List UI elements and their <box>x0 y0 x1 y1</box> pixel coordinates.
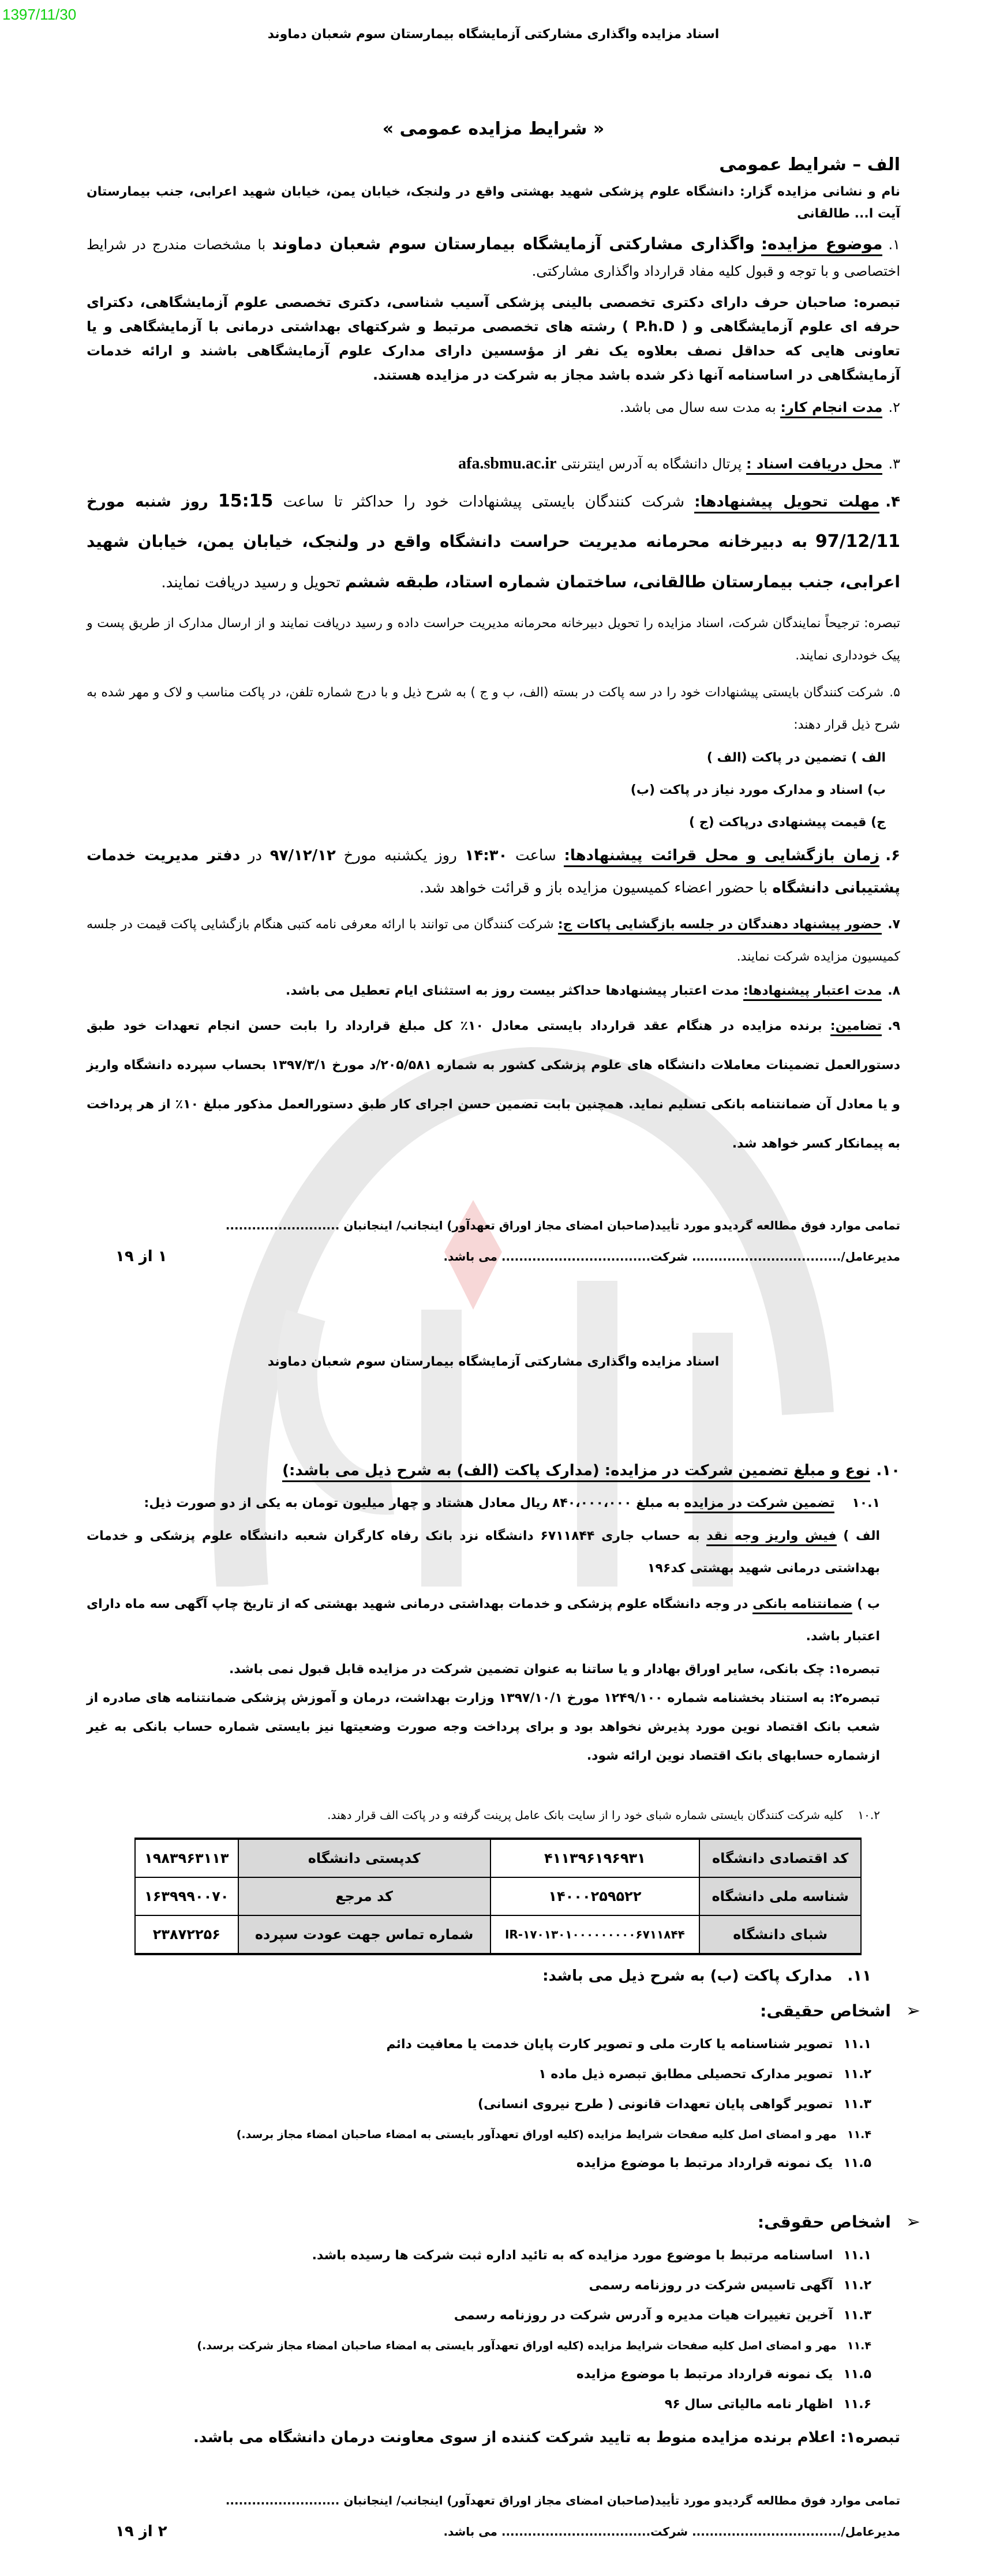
item-text: تصویر گواهی پایان تعهدات قانونی ( طرح نیروی انسانی) <box>478 2097 833 2112</box>
note-1: تبصره۱: چک بانکی، سایر اوراق بهادار و یا ساتنا به عنوان تضمین شرکت در مزایده قابل قبول نمی باشد. <box>229 1662 880 1677</box>
approval-line <box>87 1216 900 1235</box>
ceo-label: مدیرعامل/ <box>841 1250 900 1263</box>
item-text: تحویل و رسید دریافت نمایند. <box>161 574 340 591</box>
item-label: زمان بازگشایی و محل قرائت پیشنهادها: <box>564 847 879 867</box>
note-2: تبصره: ترجیحاً نمایندگان شرکت، اسناد مزایده را تحویل دبیرخانه محرمانه مدیریت حراست داده و رسید دریافت نمایند و از ارسال مدارک از طریق پست و پیک خودداری نمایند. <box>87 616 900 663</box>
stamp-date: 1397/11/30 <box>2 6 77 23</box>
item-label: مدت انجام کار: <box>780 399 882 418</box>
item-text: یک نمونه قرارداد مرتبط با موضوع مزایده <box>576 2367 833 2382</box>
item-text: یک نمونه قرارداد مرتبط با موضوع مزایده <box>576 2156 833 2170</box>
table-cell-value: ۴۱۱۳۹۶۱۹۶۹۳۱ <box>490 1839 700 1877</box>
item-text: مهر و امضای اصل کلیه صفحات شرایط مزایده (کلیه اوراق تعهدآور بایستی به امضاء صاحبان امضاء مجاز برسد.) <box>236 2128 837 2141</box>
item-number: ۱۰.۱ <box>852 1496 880 1510</box>
opening-date: ۹۷/۱۲/۱۲ <box>269 847 336 864</box>
item-number: ۱۱.۲ <box>843 2278 871 2293</box>
item-number: ۳. <box>888 456 900 472</box>
item-text: روز شنبه مورخ <box>87 493 208 511</box>
subsection-title: اشخاص حقوقی: <box>757 2213 891 2232</box>
issuer-label: نام و نشانی مزایده گزار: <box>740 185 900 199</box>
fill-blank[interactable]: .................................. <box>692 2525 841 2538</box>
item-text: به مدت سه سال می باشد. <box>619 399 776 415</box>
list-item <box>87 2245 900 2267</box>
item-6 <box>87 839 900 904</box>
deadline-time: 15:15 <box>218 491 274 511</box>
item-text: ساعت <box>515 847 556 864</box>
option-label: ضمانتنامه بانکی <box>752 1597 852 1614</box>
company-label: شرکت <box>650 2525 688 2538</box>
table-cell-label: شناسه ملی دانشگاه <box>699 1877 861 1915</box>
item-10 <box>87 1458 900 1483</box>
item-number: ۵. <box>889 685 900 700</box>
item-bold-text: واگذاری مشارکتی آزمایشگاه بیمارستان سوم شعبان دماوند <box>272 234 755 253</box>
table-cell-value: ۲۳۸۷۲۲۵۶ <box>135 1915 238 1954</box>
page-number: ۱ از ۱۹ <box>115 1248 167 1265</box>
approval-line <box>87 2491 900 2510</box>
option-text: در وجه دانشگاه علوم پزشکی و خدمات بهداشتی درمانی شهید بهشتی که از تاریخ چاپ آگهی سه ماه دارای اعتبار باشد. <box>87 1597 880 1644</box>
item-text: برنده مزایده در هنگام عقد قرارداد بایستی معادل ۱۰٪ کل مبلغ قرارداد را بابت حسن انجام تعهدات خود طبق دستورالعمل تضمینات معاملات دانشگاه های علوم پزشکی کشور به شماره ۲۰۵/۵۸۱/د مورخ ۱۳۹۷/۳/۱ بحساب سپرده دانشگاه واریز و یا معادل آن ضمانتنامه بانکی تسلیم نماید. همچنین بابت تضمین حسن اجرای کار طبق دستورالعمل مذکور مبلغ ۱۰٪ از هر پرداخت به پیمانکار کسر خواهد شد. <box>87 1019 900 1151</box>
table-cell-value: IR-۱۷۰۱۳۰۱۰۰۰۰۰۰۰۰۰۶۷۱۱۸۴۴ <box>490 1915 700 1954</box>
footer-row <box>87 1247 900 1266</box>
delivery-address: به دبیرخانه محرمانه مدیریت حراست دانشگاه واقع در ولنجک، خیابان یمن، خیابان شهید اعرابی، جنب بیمارستان طالقانی، ساختمان شماره استاد، طبقه ششم <box>87 532 900 591</box>
item-text: تصویر شناسنامه یا کارت ملی و تصویر کارت پایان خدمت یا معافیت دائم <box>386 2037 833 2052</box>
item-number: ۱۱.۳ <box>843 2097 871 2112</box>
page-title: « شرایط مزایده عمومی » <box>382 119 605 139</box>
item-number: ۷. <box>888 917 901 932</box>
fill-blank[interactable]: .................................. <box>501 2525 651 2538</box>
page-number: ۲ از ۱۹ <box>115 2523 167 2540</box>
portal-url-link[interactable]: afa.sbmu.ac.ir <box>458 455 557 473</box>
table-row <box>135 1877 861 1915</box>
natural-persons-title <box>87 1998 920 2024</box>
list-item <box>87 2064 900 2086</box>
option-b <box>87 1588 900 1653</box>
item-text: در <box>248 847 263 864</box>
table-cell-value: ۱۶۳۹۹۹۰۰۷۰ <box>135 1877 238 1915</box>
table-cell-label: کدپستی دانشگاه <box>238 1839 490 1877</box>
item-number: ۱۱.۲ <box>843 2067 871 2082</box>
item-text: مدت اعتبار پیشنهادها حداکثر بیست روز به استثنای ایام تعطیل می باشد. <box>286 984 739 998</box>
item-3 <box>87 452 900 476</box>
deadline-date: 97/12/11 <box>815 531 900 552</box>
item-10-2 <box>87 1805 900 1825</box>
fill-blank[interactable]: .................................. <box>692 1250 841 1263</box>
ceo-label: مدیرعامل/ <box>841 2525 900 2538</box>
item-7 <box>87 909 900 973</box>
issuer-text: دانشگاه علوم پزشکی شهید بهشتی واقع در ولنجک، خیابان یمن، خیابان شهید اعرابی، جنب بیمارستان آیت ا... طالقانی <box>87 185 900 221</box>
item-text: تصویر مدارک تحصیلی مطابق تبصره ذیل ماده ۱ <box>538 2067 833 2082</box>
company-label: شرکت <box>650 1250 688 1263</box>
option-prefix: الف ) <box>843 1529 881 1543</box>
table-row <box>135 1839 861 1877</box>
item-8 <box>87 980 900 1002</box>
item-text: اساسنامه مرتبط با موضوع مورد مزایده که به تائید اداره ثبت شرکت ها رسیده باشد. <box>312 2248 833 2263</box>
item-text: آگهی تاسیس شرکت در روزنامه رسمی <box>589 2278 833 2293</box>
item-2 <box>87 395 900 419</box>
item-label: موضوع مزایده: <box>761 234 883 256</box>
list-item <box>87 2153 900 2174</box>
list-item <box>87 2364 900 2386</box>
option-prefix: ب ) <box>857 1597 880 1611</box>
item-number: ۶. <box>885 847 901 864</box>
option-a <box>87 1520 900 1585</box>
item-number: ۱۱.۴ <box>847 2128 871 2141</box>
opening-time: ۱۴:۳۰ <box>465 847 508 864</box>
table-cell-label: کد مرجع <box>238 1877 490 1915</box>
item-label: تضامین: <box>830 1019 882 1036</box>
university-info-table <box>134 1838 862 1955</box>
item-text: پرتال دانشگاه به آدرس اینترنتی <box>561 456 742 472</box>
note-2: تبصره۲: به استناد بخشنامه شماره ۱۲۴۹/۱۰۰ مورخ ۱۳۹۷/۱۰/۱ وزارت بهداشت، درمان و آموزش پزشکی ضمانتنامه های صادره از شعب بانک اقتصاد نوین مورد پذیرش نخواهد بود و برای پرداخت وجه صورت وضعیتها نیز بایستی شماره حساب بانکی به غیر ازشماره حسابهای بانک اقتصاد نوین ارائه شود. <box>87 1691 880 1763</box>
note-3: تبصره۱: اعلام برنده مزایده منوط به تایید شرکت کننده از سوی معاونت درمان دانشگاه می باشد. <box>193 2429 900 2446</box>
item-11 <box>87 1963 900 1989</box>
item-number: ۱۱.۱ <box>843 2037 871 2052</box>
ceo-line <box>443 1247 900 1266</box>
list-item <box>87 2336 900 2356</box>
ceo-suffix: می باشد. <box>443 1250 497 1263</box>
item-text: اظهار نامه مالیاتی سال ۹۶ <box>664 2397 833 2412</box>
item-1 <box>87 231 900 284</box>
item-text: شرکت کنندگان می توانند با ارائه معرفی نامه کتبی هنگام بازگشایی پاکت قیمت در جلسه کمیسیون مزایده شرکت نمایند. <box>87 917 900 964</box>
packet-a: الف ) تضمین در پاکت (الف ) <box>706 751 886 765</box>
packet-b: ب) اسناد و مدارک مورد نیاز در پاکت (ب) <box>630 783 886 797</box>
item-number: ۱۱.۳ <box>843 2308 871 2323</box>
item-text: با حضور اعضاء کمیسیون مزایده باز و قرائت خواهد شد. <box>419 879 768 897</box>
item-number: ۱۱. <box>847 1967 871 1985</box>
list-item <box>87 2275 900 2297</box>
opening-location: دفتر مدیریت خدمات پشتیبانی دانشگاه <box>87 847 900 897</box>
approval-text: تمامی موارد فوق مطالعه گردیدو مورد تأیید(صاحبان امضای مجاز اوراق تعهدآور) اینجانب/ اینجانبان <box>343 2493 900 2507</box>
table-cell-label: شماره تماس جهت عودت سپرده <box>238 1915 490 1954</box>
table-cell-label: کد اقتصادی دانشگاه <box>699 1839 861 1877</box>
item-number: ۱. <box>888 237 900 253</box>
item-text: با مشخصات مندرج در شرایط اختصاصی و با توجه و قبول کلیه مفاد قرارداد واگذاری مشارکتی. <box>87 237 900 279</box>
option-text: به حساب جاری ۶۷۱۱۸۴۴ دانشگاه نزد بانک رفاه کارگران شعبه دانشگاه علوم پزشکی و خدمات بهداشتی درمانی شهید بهشتی کد۱۹۶ <box>87 1529 880 1576</box>
item-label: نوع و مبلغ تضمین شرکت در مزایده: (مدارک پاکت (الف) به شرح ذیل می باشد:) <box>282 1462 870 1482</box>
option-label: فیش واریز وجه نقد <box>706 1529 836 1546</box>
arrow-bullet-icon: ➢ <box>905 2212 920 2232</box>
item-number: ۱۱.۴ <box>847 2339 871 2352</box>
item-text: شرکت کنندگان بایستی پیشنهادات خود را حداکثر تا ساعت <box>283 493 685 511</box>
table-cell-value: ۱۴۰۰۰۲۵۹۵۲۲ <box>490 1877 700 1915</box>
table-cell-value: ۱۹۸۳۹۶۳۱۱۳ <box>135 1839 238 1877</box>
item-number: ۱۱.۱ <box>843 2248 871 2263</box>
ceo-suffix: می باشد. <box>443 2525 497 2538</box>
table-row <box>135 1915 861 1954</box>
table-cell-label: شبای دانشگاه <box>699 1915 861 1954</box>
item-label: محل دریافت اسناد : <box>746 456 882 475</box>
item-4 <box>87 482 900 603</box>
item-number: ۹. <box>888 1019 900 1033</box>
item-number: ۱۱.۵ <box>843 2156 871 2170</box>
item-number: ۸. <box>888 984 900 998</box>
fill-blank[interactable]: .................................. <box>501 1250 651 1263</box>
legal-persons-title <box>87 2209 920 2236</box>
item-label: حضور پیشنهاد دهندگان در جلسه بازگشایی پاکات ج: <box>558 917 882 935</box>
approval-text: تمامی موارد فوق مطالعه گردیدو مورد تأیید(صاحبان امضای مجاز اوراق تعهدآور) اینجانب/ اینجانبان <box>343 1218 900 1232</box>
item-number: ۱۰.۲ <box>858 1808 880 1822</box>
document-header: اسناد مزایده واگذاری مشارکتی آزمایشگاه بیمارستان سوم شعبان دماوند <box>267 27 720 42</box>
list-item <box>87 2394 900 2416</box>
item-number: ۲. <box>888 399 900 415</box>
item-label: مدت اعتبار پیشنهادها: <box>743 984 882 1001</box>
subsection-title: اشخاص حقیقی: <box>760 2001 891 2020</box>
item-text: شرکت کنندگان بایستی پیشنهادات خود را در سه پاکت در بسته (الف، ب و ج ) به شرح ذیل و با درج شماره تلفن، در پاکت مناسب و لاک و مهر شده به شرح ذیل قرار دهند: <box>87 685 900 732</box>
fill-blank[interactable]: .......................... <box>225 2493 340 2507</box>
item-number: ۱۱.۶ <box>843 2397 871 2412</box>
arrow-bullet-icon: ➢ <box>905 2001 920 2021</box>
list-item <box>87 2094 900 2116</box>
document-header: اسناد مزایده واگذاری مشارکتی آزمایشگاه بیمارستان سوم شعبان دماوند <box>267 1355 720 1369</box>
item-5 <box>87 677 900 741</box>
item-label: مهلت تحویل پیشنهادها: <box>694 493 879 513</box>
item-label: تضمین شرکت در مزایده <box>684 1496 835 1513</box>
item-number: ۴. <box>885 493 901 511</box>
fill-blank[interactable]: .......................... <box>225 1218 340 1232</box>
item-label: مدارک پاکت (ب) به شرح ذیل می باشد: <box>542 1967 833 1985</box>
item-9 <box>87 1007 900 1164</box>
issuer-info <box>87 181 900 225</box>
item-text: روز یکشنبه مورخ <box>343 847 457 864</box>
list-item <box>87 2305 900 2327</box>
item-text: مهر و امضای اصل کلیه صفحات شرایط مزایده (کلیه اوراق تعهدآور بایستی به امضاء صاحبان امضاء مجاز شرکت برسد.) <box>197 2339 837 2352</box>
item-text: آخرین تغییرات هیات مدیره و آدرس شرکت در روزنامه رسمی <box>454 2308 833 2323</box>
item-number: ۱۰. <box>876 1462 900 1479</box>
packet-c: ج) قیمت پیشنهادی درپاکت (ج ) <box>689 815 886 830</box>
list-item <box>87 2034 900 2056</box>
item-text: به مبلغ ۸۴۰،۰۰۰،۰۰۰ ریال معادل هشتاد و چهار میلیون تومان به یکی از دو صورت ذیل: <box>144 1496 680 1510</box>
item-10-1 <box>87 1493 900 1514</box>
note-1: تبصره: صاحبان حرف دارای دکتری تخصصی بالینی پزشکی آسیب شناسی، دکتری تخصصی علوم آزمایشگاهی، دکترای حرفه ای علوم آزمایشگاهی و ( P.h.D ) رشته های تخصصی مرتبط و شرکتهای بهداشتی درمانی با آزمایشگاهی و یا تعاونی هایی که حداقل نصف بعلاوه یک نفر از مؤسسین دارای مدارک علوم آزمایشگاهی باشند و ارائه خدمات آزمایشگاهی در اساسنامه آنها ذکر شده باشد مجاز به شرکت در مزایده هستند. <box>87 294 900 383</box>
section-title: الف – شرایط عمومی <box>719 155 900 175</box>
item-number: ۱۱.۵ <box>843 2367 871 2382</box>
item-text: کلیه شرکت کنندگان بایستی شماره شبای خود را از سایت بانک عامل پرینت گرفته و در پاکت الف قرار دهند. <box>327 1808 843 1822</box>
list-item <box>87 2125 900 2144</box>
